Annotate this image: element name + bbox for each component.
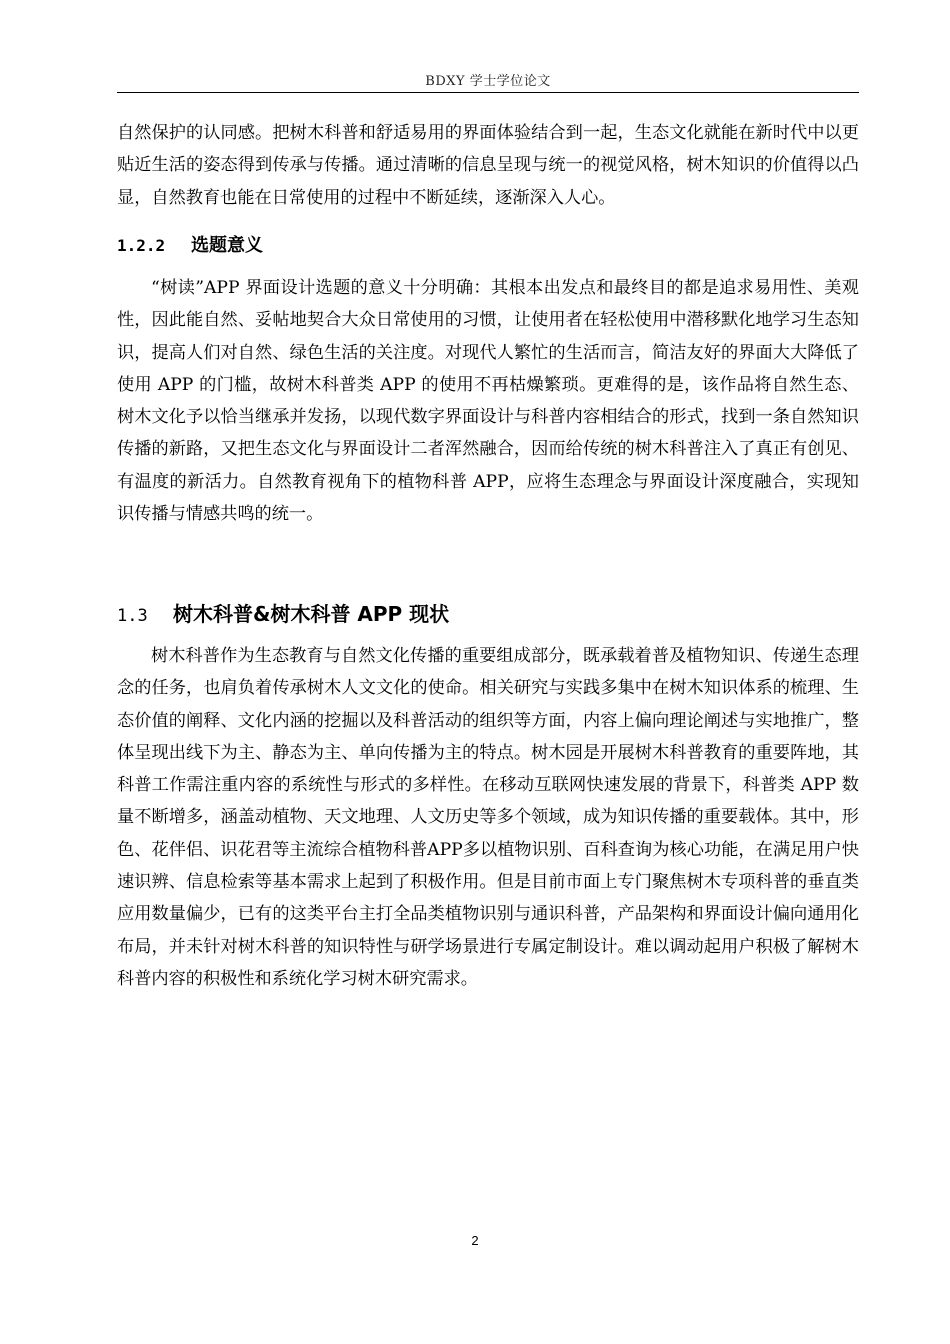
page-number: 2 bbox=[471, 1233, 479, 1248]
section-number: 1.3 bbox=[117, 606, 148, 626]
paragraph-continuation: 自然保护的认同感。把树木科普和舒适易用的界面体验结合到一起，生态文化就能在新时代中以更贴近生活的姿态得到传承与传播。通过清晰的信息呈现与统一的视觉风格，树木知识的价值得以凸显，自然教育也能在日常使用的过程中不断延续，逐渐深入人心。 bbox=[117, 123, 859, 208]
header-rule bbox=[117, 92, 859, 93]
running-header: BDXY 学士学位论文 bbox=[425, 74, 551, 89]
section-title: 选题意义 bbox=[191, 235, 263, 256]
section-heading-1-3 bbox=[117, 598, 449, 632]
section-number: 1.2.2 bbox=[117, 236, 166, 255]
paragraph-tree-science-status: 树木科普作为生态教育与自然文化传播的重要组成部分，既承载着普及植物知识、传递生态理念的任务，也肩负着传承树木人文文化的使命。相关研究与实践多集中在树木知识体系的梳理、生态价值的阐释、文化内涵的挖掘以及科普活动的组织等方面，内容上偏向理论阐述与实地推广，整体呈现出线下为主、静态为主、单向传播为主的特点。树木园是开展树木科普教育的重要阵地，其科普工作需注重内容的系统性与形式的多样性。在移动互联网快速发展的背景下，科普类 APP 数量不断增多，涵盖动植物、天文地理、人文历史等多个领域，成为知识传播的重要载体。其中，形色、花伴侣、识花君等主流综合植物科普APP多以植物识别、百科查询为核心功能，在满足用户快速识辨、信息检索等基本需求上起到了积极作用。但是目前市面上专门聚焦树木专项科普的垂直类应用数量偏少，已有的这类平台主打全品类植物识别与通识科普，产品架构和界面设计偏向通用化布局，并未针对树木科普的知识特性与研学场景进行专属定制设计。难以调动起用户积极了解树木科普内容的积极性和系统化学习树木研究需求。 bbox=[117, 646, 859, 989]
section-heading-1-2-2 bbox=[117, 230, 263, 262]
section-title: 树木科普&树木科普 APP 现状 bbox=[173, 602, 450, 626]
paragraph-topic-significance: “树读”APP 界面设计选题的意义十分明确：其根本出发点和最终目的都是追求易用性、美观性，因此能自然、妥帖地契合大众日常使用的习惯，让使用者在轻松使用中潜移默化地学习生态知识，提高人们对自然、绿色生活的关注度。对现代人繁忙的生活而言，简洁友好的界面大大降低了使用 APP 的门槛，故树木科普类 APP 的使用不再枯燥繁琐。更难得的是，该作品将自然生态、树木文化予以恰当继承并发扬，以现代数字界面设计与科普内容相结合的形式，找到一条自然知识传播的新路，又把生态文化与界面设计二者浑然融合，因而给传统的树木科普注入了真正有创见、有温度的新活力。自然教育视角下的植物科普 APP，应将生态理念与界面设计深度融合，实现知识传播与情感共鸣的统一。 bbox=[117, 278, 859, 525]
